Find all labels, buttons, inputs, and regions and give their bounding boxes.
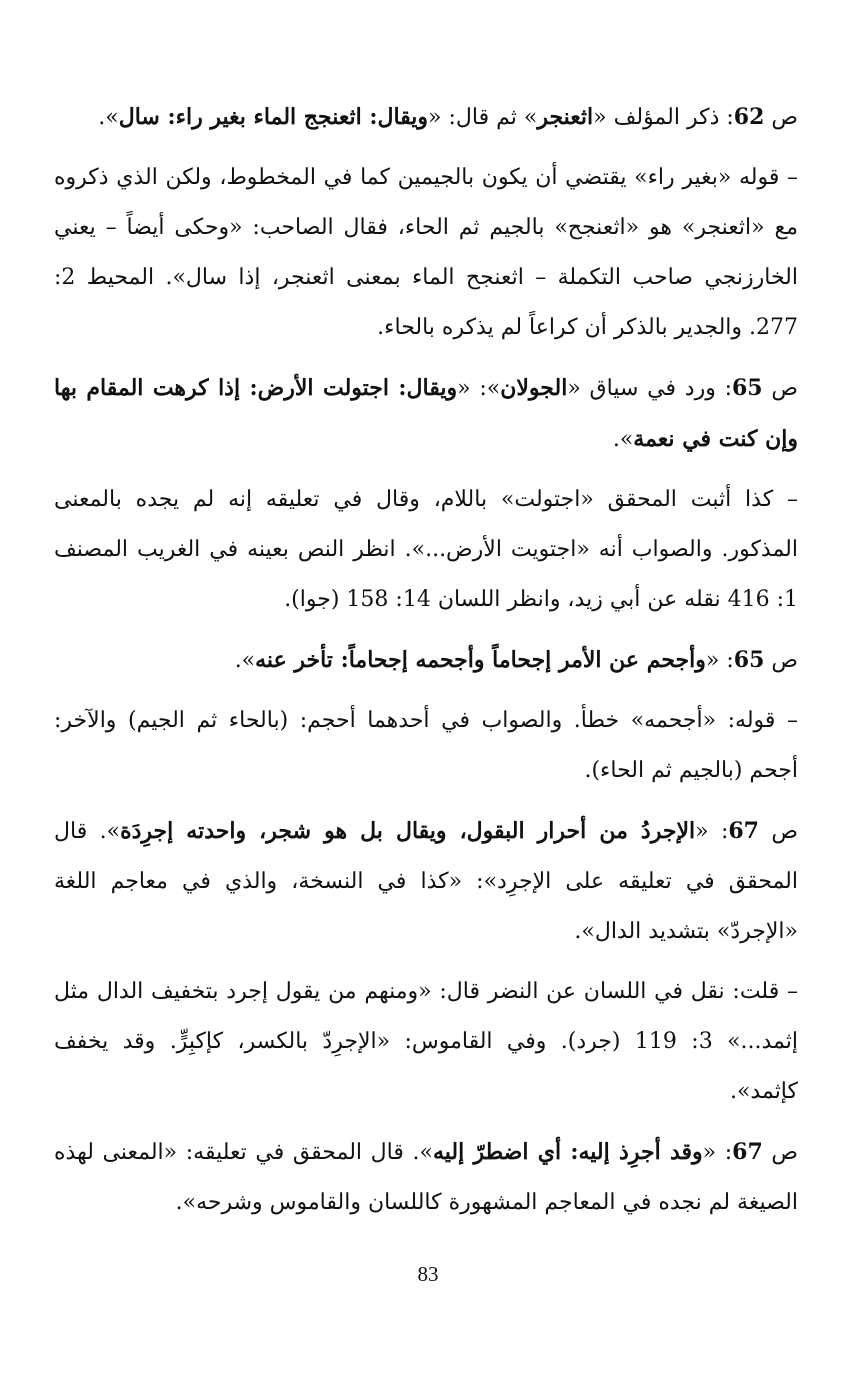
text-run: ». قال المحقق في تعليقه: «المعنى لهذه الصيغة لم نجده في المعاجم المشهورة كاللسان والقاموس وشرحه». <box>54 1140 798 1215</box>
text-run: ص <box>762 1140 798 1165</box>
bold-text-run: الإجردُ من أحرار البقول، ويقال بل هو شجر، واحدته إجرِدَة <box>120 818 696 844</box>
text-run: ». <box>612 427 634 452</box>
text-run: ص <box>762 376 798 401</box>
bold-text-run: 62 <box>733 104 765 130</box>
bold-text-run: 67 <box>728 818 759 844</box>
bold-text-run: 67 <box>732 1139 763 1165</box>
text-run: : « <box>705 648 734 673</box>
bold-text-run: ويقال: اثعنجج الماء بغير راء: سال <box>118 104 429 130</box>
bold-text-run: ويقال: اجتولت الأرض: إذا كرهت المقام بها وإن كنت في نعمة <box>54 375 798 452</box>
bold-text-run: اثعنجر <box>537 104 594 130</box>
bold-text-run: وقد أجرِذ إليه: أي اضطرّ إليه <box>432 1139 703 1165</box>
citation-paragraph <box>54 1127 798 1228</box>
text-run: – قوله: «أجحمه» خطأ. والصواب في أحدهما أحجم: (بالحاء ثم الجيم) والآخر: أجحم (بالجيم ثم الحاء). <box>54 708 798 783</box>
commentary-paragraph <box>54 696 798 796</box>
text-run: ». <box>98 105 119 130</box>
text-run: – كذا أثبت المحقق «اجتولت» باللام، وقال في تعليقه إنه لم يجده بالمعنى المذكور. والصواب أنه «اجتويت الأرض...». انظر النص بعينه في الغريب المصنف 1: 416 نقله عن أبي زيد، وانظر اللسان 14: 158 (جوا). <box>54 487 798 612</box>
text-run: : ذكر المؤلف « <box>593 105 734 130</box>
text-run: » ثم قال: « <box>428 105 538 130</box>
bold-text-run: 65 <box>732 375 763 401</box>
text-run: : ورد في سياق « <box>567 376 732 401</box>
text-run: : « <box>695 819 729 844</box>
text-run: ص <box>759 819 798 844</box>
citation-paragraph <box>54 806 798 957</box>
commentary-paragraph <box>54 153 798 353</box>
text-run: : « <box>702 1140 733 1165</box>
page-body <box>54 92 798 1238</box>
commentary-paragraph <box>54 967 798 1117</box>
citation-paragraph <box>54 363 798 465</box>
text-run: ». <box>234 648 256 673</box>
bold-text-run: وأجحم عن الأمر إجحاماً وأجحمه إجحاماً: تأخر عنه <box>255 647 706 673</box>
text-run: – قوله «بغير راء» يقتضي أن يكون بالجيمين كما في المخطوط، ولكن الذي ذكروه مع «اثعنجر» هو «اثعنجح» بالجيم ثم الحاء، فقال الصاحب: «وحكى أيضاً – يعني الخارزنجي صاحب التكملة – اثعنجح الماء بمعنى اثعنجر، إذا سال». المحيط 2: 277. والجدير بالذكر أن كراعاً لم يذكره بالحاء. <box>54 165 798 340</box>
citation-paragraph <box>54 635 798 686</box>
text-run: – قلت: نقل في اللسان عن النضر قال: «ومنهم من يقول إجرد بتخفيف الدال مثل إثمد...» 3: 119 (جرد). وفي القاموس: «الإجرِدّ بالكسر، كإكبِرٍّ. وقد يخفف كإثمد». <box>54 979 799 1104</box>
citation-paragraph <box>54 92 798 143</box>
text-run: »: « <box>457 376 501 401</box>
page-number: 83 <box>417 1262 439 1286</box>
text-run: ». قال المحقق في تعليقه على الإجرِد»: «كذا في النسخة، والذي في معاجم اللغة «الإجردّ» بتشديد الدال». <box>54 819 798 944</box>
bold-text-run: الجولان <box>500 375 568 401</box>
commentary-paragraph <box>54 475 798 625</box>
text-run: ص <box>764 648 798 673</box>
text-run: ص <box>764 105 798 130</box>
bold-text-run: 65 <box>733 647 765 673</box>
